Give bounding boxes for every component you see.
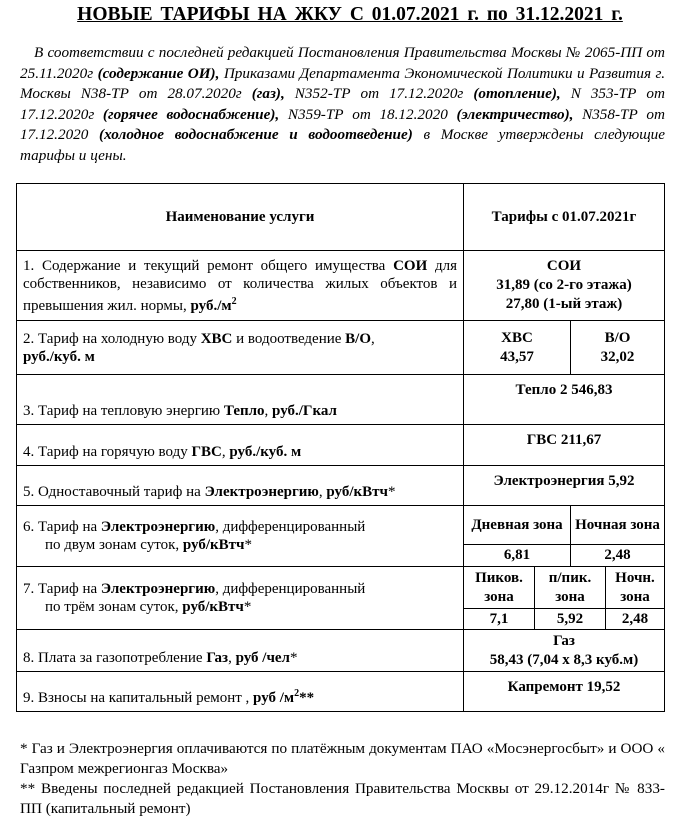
text: 9. Взносы на капитальный ремонт , xyxy=(23,690,254,706)
intro-text: N352-ТР от 17.12.2020г xyxy=(284,85,474,102)
table-row xyxy=(17,425,665,466)
unit: руб./м xyxy=(190,297,232,314)
table-row xyxy=(17,321,665,375)
text: 6. Тариф на xyxy=(23,519,101,535)
tariff-value: Тепло 2 546,83 xyxy=(464,375,665,425)
value-label: СОИ xyxy=(546,258,582,274)
text: 1. Содержание и текущий ремонт общего имущества xyxy=(23,257,394,274)
value-line: 31,89 (со 2-го этажа) xyxy=(496,277,632,293)
text: по двум зонам суток, xyxy=(45,537,183,553)
text: * xyxy=(243,599,252,615)
text: 2. Тариф на холодную воду xyxy=(23,330,201,347)
value-number: 43,57 xyxy=(500,348,534,365)
footnote: * Газ и Электроэнергия оплачиваются по платёжным документам ПАО «Мосэнергосбыт» и ООО « Газпром межрегионгаз Москва» xyxy=(20,740,665,777)
text-line xyxy=(23,536,457,554)
text-bold: СОИ xyxy=(393,257,428,274)
text: , дифференцированный xyxy=(215,581,366,597)
page-title: НОВЫЕ ТАРИФЫ НА ЖКУ С 01.07.2021 г. по 31.12.2021 г. xyxy=(77,4,623,25)
footnotes xyxy=(20,739,665,819)
header-service: Наименование услуги xyxy=(17,184,464,251)
text-bold: ** xyxy=(299,690,315,706)
zone-value: 5,92 xyxy=(535,609,606,630)
unit: руб/кВтч xyxy=(326,484,388,500)
zone-value: 2,48 xyxy=(606,609,665,630)
service-name xyxy=(17,321,464,375)
tariff-value: Электроэнергия 5,92 xyxy=(464,466,665,506)
text-bold: Электроэнергию xyxy=(100,581,216,597)
intro-bold: (содержание ОИ), xyxy=(97,64,220,82)
unit: руб./куб. м xyxy=(23,348,95,365)
unit: руб/кВтч xyxy=(182,599,244,615)
service-name xyxy=(17,375,464,425)
tariff-value xyxy=(464,251,665,321)
text-bold: Электроэнергию xyxy=(204,484,319,500)
tariff-value xyxy=(464,321,571,375)
text: , xyxy=(228,650,236,666)
tariff-value xyxy=(464,630,665,672)
intro-text: в Москве утверждены следующие тарифы и цены. xyxy=(20,126,665,164)
tariff-value: Капремонт 19,52 xyxy=(464,672,665,712)
text: , xyxy=(371,330,375,347)
header-tariff: Тарифы с 01.07.2021г xyxy=(464,184,665,251)
value-label: Газ xyxy=(553,632,575,649)
service-name xyxy=(17,251,464,321)
text: 7. Тариф на xyxy=(23,581,101,597)
intro-bold: (отопление), xyxy=(473,85,561,102)
table-header-row xyxy=(17,184,665,251)
intro-text: N 353-ТР от 17.12.2020г xyxy=(20,85,665,123)
unit: руб /м xyxy=(253,690,295,706)
zone-value: 6,81 xyxy=(464,545,571,567)
unit-superscript: 2 xyxy=(294,688,300,699)
zone-label: Ночная зона xyxy=(571,506,665,545)
intro-paragraph xyxy=(20,43,665,166)
intro-bold: (газ), xyxy=(251,85,285,102)
zone-label: Ночн. зона xyxy=(606,567,665,609)
text-bold: В/О xyxy=(345,330,372,347)
text-bold: Тепло xyxy=(223,403,265,419)
intro-text: N358-ТР от 17.12.2020 xyxy=(20,105,665,143)
text-bold: ГВС xyxy=(191,444,222,460)
intro-bold: (горячее водоснабжение), xyxy=(102,105,280,123)
table-row xyxy=(17,466,665,506)
service-name xyxy=(17,672,464,712)
text: * xyxy=(244,537,252,553)
tariff-value xyxy=(571,321,665,375)
service-name xyxy=(17,466,464,506)
text-bold: Электроэнергию xyxy=(100,519,216,535)
intro-bold: (холодное водоснабжение и водоотведение) xyxy=(99,126,413,143)
intro-bold: (электричество), xyxy=(456,105,574,123)
value-label: ХВС xyxy=(501,329,533,346)
text: , дифференцированный xyxy=(215,519,366,535)
table-row xyxy=(17,567,665,609)
intro-text: Приказами Департамента Экономической Политики и Развития г. Москвы N38-ТР от 28.07.2020г xyxy=(20,64,665,102)
intro-text: N359-ТР от 18.12.2020 xyxy=(279,105,457,123)
text: и водоотведение xyxy=(232,330,346,347)
unit: руб /чел xyxy=(235,650,290,666)
tariff-value: ГВС 211,67 xyxy=(464,425,665,466)
table-row xyxy=(17,506,665,545)
text-line xyxy=(23,598,457,616)
text: , xyxy=(318,484,327,500)
zone-value: 2,48 xyxy=(571,545,665,567)
service-name xyxy=(17,425,464,466)
text: по трём зонам суток, xyxy=(45,599,183,615)
text: 5. Одноставочный тариф на xyxy=(23,484,205,500)
table-row xyxy=(17,630,665,672)
unit: руб./Гкал xyxy=(272,403,337,419)
unit: руб/кВтч xyxy=(182,537,245,553)
service-name xyxy=(17,567,464,630)
text: 3. Тариф на тепловую энергию xyxy=(23,403,224,419)
table-row xyxy=(17,375,665,425)
zone-label: п/пик. зона xyxy=(535,567,606,609)
text: 4. Тариф на горячую воду xyxy=(23,444,192,460)
intro-text: В соответствии с последней редакцией Постановления Правительства Москвы № 2065-ПП от 25.11.2020г xyxy=(20,44,665,82)
zone-value: 7,1 xyxy=(464,609,535,630)
text: для собственников, независимо от количества жилых объектов и превышения жил. нормы, xyxy=(23,257,457,314)
text-bold: Газ xyxy=(206,650,229,666)
service-name xyxy=(17,630,464,672)
zone-label: Дневная зона xyxy=(464,506,571,545)
text: , xyxy=(221,444,230,460)
text: 8. Плата за газопотребление xyxy=(23,650,207,666)
value-label: В/О xyxy=(604,329,631,346)
value-line: 27,80 (1-ый этаж) xyxy=(505,296,623,312)
text: , xyxy=(264,403,273,419)
value-line: 58,43 (7,04 х 8,3 куб.м) xyxy=(489,651,639,668)
service-name xyxy=(17,506,464,567)
unit-superscript: 2 xyxy=(231,295,237,307)
table-row xyxy=(17,672,665,712)
value-number: 32,02 xyxy=(600,348,635,365)
footnote: ** Введены последней редакцией Постановления Правительства Москвы от 29.12.2014г № 833-ПП (капитальный ремонт) xyxy=(20,780,665,817)
tariff-table xyxy=(16,183,665,712)
zone-label: Пиков. зона xyxy=(464,567,535,609)
text-bold: ХВС xyxy=(200,330,233,347)
text: * xyxy=(289,650,298,666)
unit: руб./куб. м xyxy=(229,444,302,460)
text: * xyxy=(387,484,396,500)
table-row xyxy=(17,251,665,321)
